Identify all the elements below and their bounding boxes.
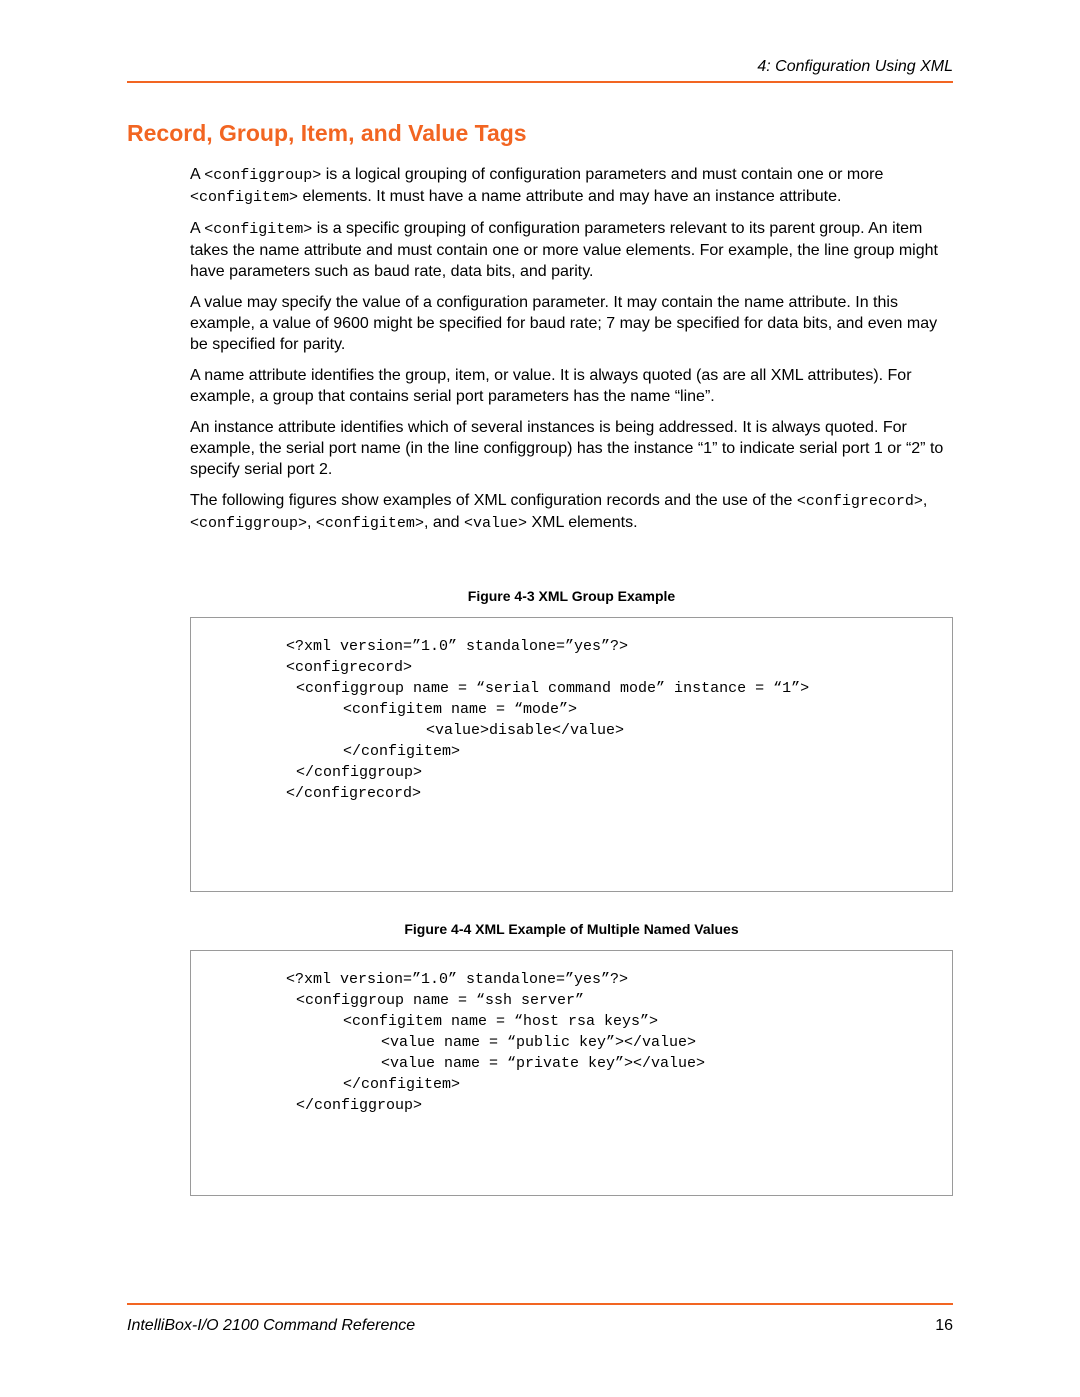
code-line: <configrecord> <box>286 659 413 676</box>
text-run: is a logical grouping of configuration parameters and must contain one or more <box>321 166 884 183</box>
header-divider <box>127 81 953 83</box>
code-line: <configitem name = “host rsa keys”> <box>343 1013 659 1030</box>
code-term: <configitem> <box>315 515 424 532</box>
code-line: <?xml version=”1.0” standalone=”yes”?> <box>286 638 629 655</box>
paragraph-configitem <box>190 218 955 282</box>
code-term: <configgroup> <box>190 515 308 532</box>
page-number: 16 <box>935 1317 953 1334</box>
code-line: <configgroup name = “ssh server” <box>296 992 585 1009</box>
code-term: <configrecord> <box>796 493 923 510</box>
code-line: </configitem> <box>343 1076 461 1093</box>
figure-caption-4-4: Figure 4-4 XML Example of Multiple Named Values <box>404 921 739 937</box>
code-term: <configgroup> <box>204 167 322 184</box>
paragraph-name-attribute: A name attribute identifies the group, item, or value. It is always quoted (as are all XML attributes). For example, a group that contains serial port parameters has the name “line”. <box>190 367 912 405</box>
paragraph-instance-attribute: An instance attribute identifies which of several instances is being addressed. It is always quoted. For example, the serial port name (in the line configgroup) has the instance “1” to indicate serial port 1 or “2” to specify serial port 2. <box>190 419 944 478</box>
section-title: Record, Group, Item, and Value Tags <box>127 120 527 146</box>
code-example-group <box>190 617 953 892</box>
code-term: <configitem> <box>204 221 313 238</box>
footer-divider <box>127 1303 953 1305</box>
paragraph-figures-intro <box>190 490 955 534</box>
code-example-named-values <box>190 950 953 1196</box>
code-line: <value name = “public key”></value> <box>381 1034 697 1051</box>
code-line: </configitem> <box>343 743 461 760</box>
text-run: is a specific grouping of configuration parameters relevant to its parent group. An item takes the name attribute and must contain one or more value elements. For example, the line group might have parameters such as baud rate, data bits, and parity. <box>190 220 938 280</box>
paragraph-value: A value may specify the value of a configuration parameter. It may contain the name attribute. In this example, a value of 9600 might be specified for baud rate; 7 may be specified for data bits, and even may be specified for parity. <box>190 294 938 353</box>
code-line: <value name = “private key”></value> <box>381 1055 706 1072</box>
code-term: <value> <box>463 515 527 532</box>
text-run: , <box>922 492 928 509</box>
figure-caption-4-3: Figure 4-3 XML Group Example <box>467 588 676 604</box>
text-run: The following figures show examples of XML configuration records and the use of the <box>190 492 797 509</box>
code-line: </configrecord> <box>286 785 422 802</box>
code-line: <configgroup name = “serial command mode” instance = “1”> <box>296 680 810 697</box>
paragraph-configgroup <box>190 164 955 208</box>
chapter-header: 4: Configuration Using XML <box>757 58 953 75</box>
code-line: <value>disable</value> <box>426 722 625 739</box>
body-text <box>190 164 955 544</box>
footer-doc-title: IntelliBox-I/O 2100 Command Reference <box>127 1317 416 1334</box>
text-run: , <box>307 514 316 531</box>
code-line: </configgroup> <box>296 764 423 781</box>
text-run: A <box>190 166 205 183</box>
text-run: XML elements. <box>527 514 638 531</box>
code-line: <?xml version=”1.0” standalone=”yes”?> <box>286 971 629 988</box>
code-line: </configgroup> <box>296 1097 423 1114</box>
code-term: <configitem> <box>190 189 299 206</box>
text-run: , and <box>423 514 464 531</box>
text-run: elements. It must have a name attribute and may have an instance attribute. <box>298 188 842 205</box>
text-run: A <box>190 220 205 237</box>
code-line: <configitem name = “mode”> <box>343 701 578 718</box>
